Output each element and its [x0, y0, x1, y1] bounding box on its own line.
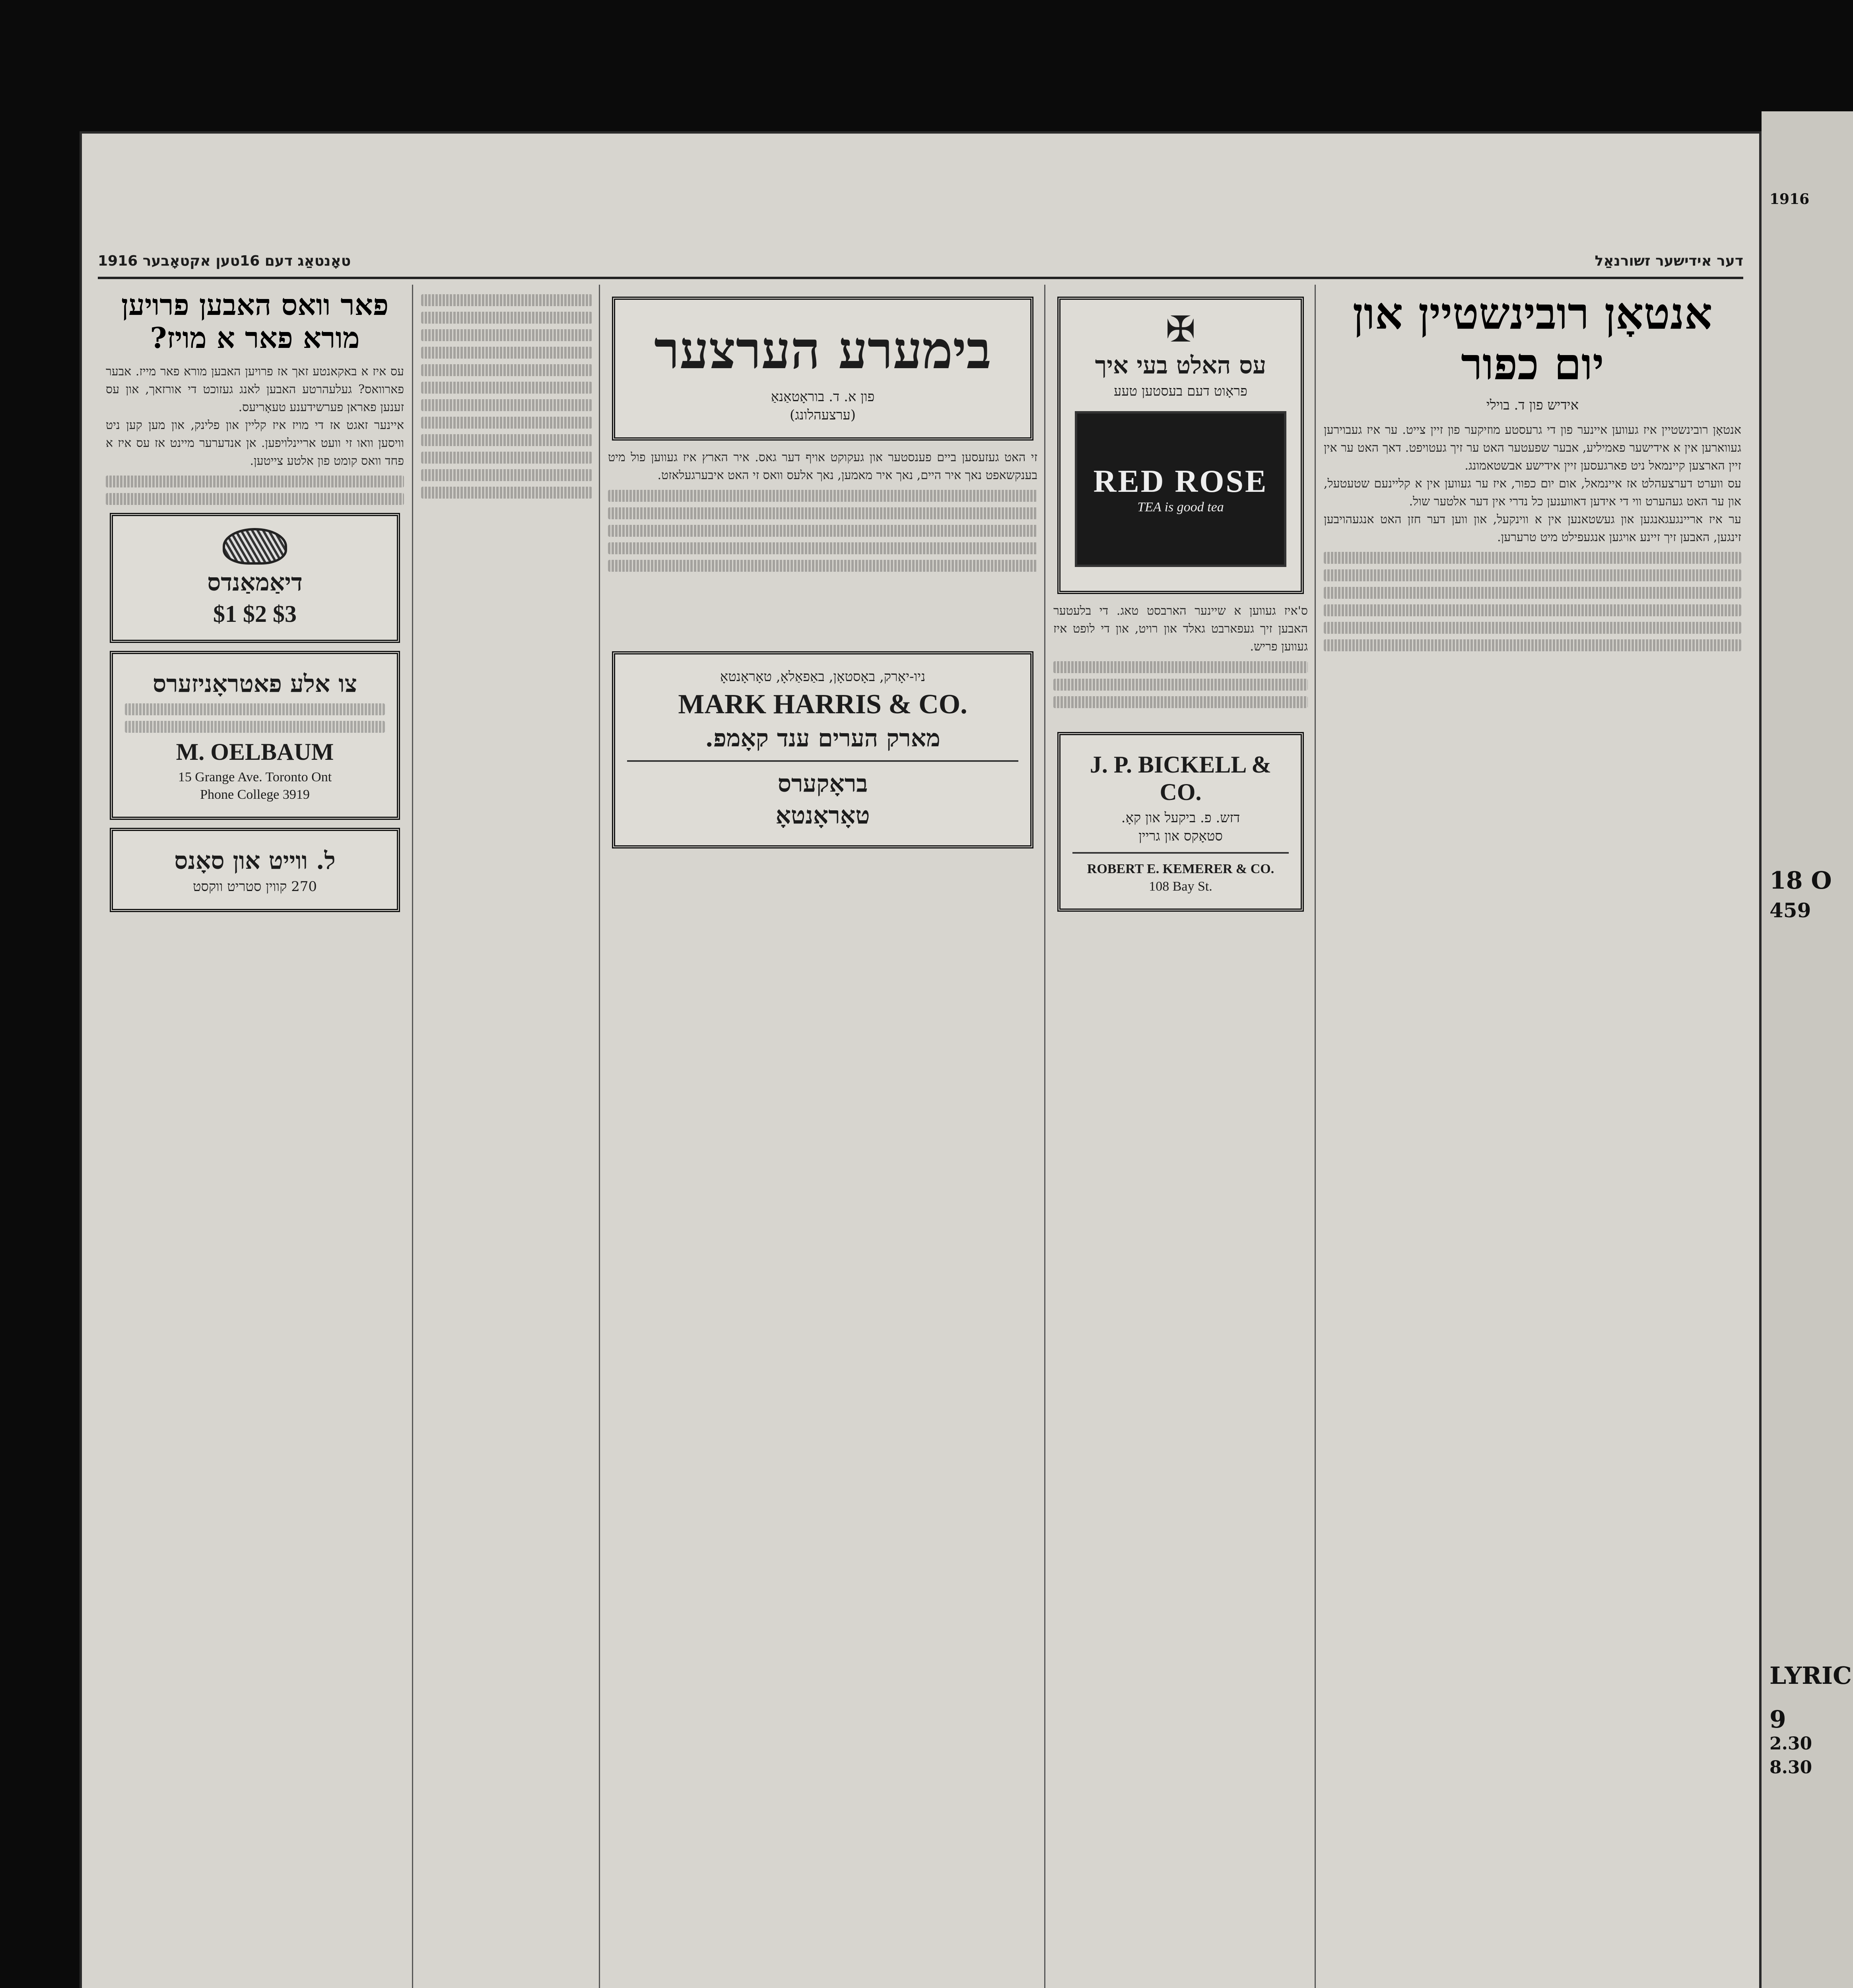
oelbaum-address: 15 Grange Ave. Toronto Ont [178, 769, 332, 784]
star-icon: ✠ [1165, 309, 1196, 350]
text-lines [106, 493, 404, 505]
strip-year: 1916 [1769, 191, 1810, 208]
text-lines [608, 490, 1037, 502]
text-lines [1053, 661, 1308, 673]
column-rubinstein [1315, 285, 1749, 1988]
masthead-date: 1916 טאָנטאַג דעם 16טען אקטאָבער [98, 253, 351, 269]
text-lines [1324, 639, 1741, 651]
column-ads [1044, 285, 1316, 1988]
article-headline: אנטאָן רובינשטיין און יום כפור [1352, 288, 1713, 390]
bickell-ad [1057, 732, 1304, 912]
text-lines [421, 329, 592, 341]
text-lines [608, 525, 1037, 537]
text-lines [421, 382, 592, 394]
text-lines [1053, 696, 1308, 708]
column-text [412, 285, 600, 1988]
column-mice [98, 285, 412, 1988]
story-subtitle: (ערצעהלונג) [790, 407, 856, 423]
strip-number: 459 [1769, 899, 1811, 922]
oelbaum-name: M. OELBAUM [176, 738, 334, 765]
column-story [599, 285, 1045, 1988]
text-lines [421, 399, 592, 411]
mark-harris-ad [612, 651, 1033, 848]
diamond-price: $1 $2 $3 [213, 600, 297, 627]
text-lines [608, 507, 1037, 519]
text-lines [125, 703, 385, 715]
text-lines [421, 434, 592, 446]
text-lines [421, 417, 592, 429]
bickell-subtitle: דזש. פ. ביקעל און קאָ. [1121, 810, 1240, 826]
strip-time-2: 8.30 [1769, 1757, 1812, 1778]
tea-brand: RED ROSE [1093, 464, 1268, 499]
bickell-title: J. P. BICKELL & CO. [1090, 751, 1272, 805]
white-sons-address: 270 קווין סטריט ווקסט [192, 878, 317, 895]
text-lines [421, 347, 592, 359]
story-headline: בימערע הערצער [654, 320, 991, 381]
harris-title: MARK HARRIS & CO. [678, 689, 967, 720]
strip-time-1: 2.30 [1769, 1734, 1812, 1754]
divider [1072, 852, 1289, 854]
text-lines [1324, 604, 1741, 616]
text-lines [608, 542, 1037, 554]
masthead-title: דער אידישער זשורנאַל [1595, 253, 1743, 269]
adjacent-page-strip [1762, 111, 1853, 1988]
text-lines [421, 312, 592, 324]
oelbaum-section-title: צו אלע פאטראָניזערס [152, 670, 357, 698]
article-body: איינער זאגט אז די מויז איז קליין און פלינק, און מען קען ניט וויסען וואו זי וועט אריינלויפען. אן אנדערער מיינט אז עס איז א פחד וואס קומט פון אלטע צייטען. [102, 418, 404, 468]
kemerer-name: ROBERT E. KEMERER & CO. [1087, 862, 1274, 876]
kemerer-address: 108 Bay St. [1149, 879, 1212, 894]
ad-title: עס האלט בעי איך [1095, 351, 1266, 379]
strip-lyric: LYRIC [1769, 1662, 1852, 1690]
article-body: ער איז אריינגעגאנגען און געשטאנען אין א ווינקעל, און ווען דער חזן האט אנגעהויבען זינגען, האבען זיך זיינע אויגען אנגעפילט מיט טרערען. [1320, 513, 1742, 544]
harris-city: טאָראָנטאָ [775, 802, 870, 829]
article-byline: אידיש פון ד. בוילי [1486, 397, 1579, 413]
text-lines [1324, 569, 1741, 581]
white-sons-title: ל. ווייט און סאָנס [174, 846, 336, 875]
article-body: אנטאָן רובינשטיין איז געווען איינער פון די גרעסטע מוזיקער פון זיין צייט. ער איז געבוירען געווארען אין א אידישער פאמיליע, אבער שפעטער האט ער זיך געטויפט. דאך האט ער אין זיין הארצען קיינמאל ניט פארגעסען זיין אידישע אבשטאמונג. [1320, 423, 1741, 473]
story-byline: פון א. ד. בוראָטאַנאַ [771, 389, 875, 405]
ring-icon [223, 528, 287, 565]
harris-role: בראָקערס [777, 770, 868, 798]
article-body: עס איז א באקאנטע זאך אז פרויען האבען מורא פאר מייז. אבער פארוואס? געלעהרטע האבען לאנג געזוכט די אורזאך, און עס זענען פאראן פערשידענע טעאָריעס. [102, 364, 404, 414]
diamond-ad [110, 513, 400, 643]
text-lines [106, 476, 404, 487]
divider [627, 760, 1018, 762]
text-lines [421, 294, 592, 306]
oelbaum-phone: Phone College 3919 [200, 787, 310, 802]
text-lines [125, 721, 385, 733]
newspaper-page [80, 131, 1762, 1988]
oelbaum-ad [110, 651, 400, 820]
story-title-box [612, 297, 1033, 441]
article-headline: פאר וואס האבען פרויען מורא פאר א מויז? [121, 288, 389, 355]
text-lines [1324, 587, 1741, 599]
text-lines [1324, 552, 1741, 564]
text-lines [421, 487, 592, 499]
text-lines [1053, 679, 1308, 691]
text-lines [608, 560, 1037, 572]
diamond-title: דיאַמאַנדס [207, 568, 303, 596]
masthead [98, 253, 1743, 279]
article-body: עס ווערט דערצעהלט אז איינמאל, אום יום כפור, איז ער געווען אין א קליינעם שטעטעל, און ער האט געהערט ווי די אידען דאווענען כל נדרי אין דער אלטער שול. [1320, 477, 1741, 509]
tea-tagline: TEA is good tea [1137, 499, 1224, 514]
strip-number-2: 9 [1769, 1706, 1786, 1734]
bickell-line: סטאָקס און גריין [1138, 828, 1223, 844]
tea-package-image [1075, 411, 1286, 567]
text-lines [1324, 622, 1741, 634]
white-sons-ad [110, 828, 400, 912]
harris-yiddish: מארק הערים ענד קאָמפ. [705, 724, 940, 752]
strip-date: 18 O [1769, 867, 1832, 895]
ad-text: פראָוט דעם בעסטען טעע [1114, 383, 1247, 399]
text-lines [421, 364, 592, 376]
article-body: ס'איז געווען א שיינער הארבסט טאג. די בלעטער האבען זיך געפארבט גאלד און רויט, און די לופט איז געווען פריש. [1049, 604, 1308, 654]
story-body: זי האט געזעסען ביים פענסטער און געקוקט אויף דער גאס. איר הארץ איז געווען פול מיט בענקשאפט נאך איר היים, נאך איר מאמען, נאך אלעס וואס זי האט איבערגעלאזט. [604, 450, 1037, 482]
harris-cities: ניו-יאָרק, באָסטאָן, באַפאַלאָ, טאָראָנטאָ [720, 669, 926, 685]
red-rose-ad [1057, 297, 1304, 594]
text-lines [421, 469, 592, 481]
text-lines [421, 452, 592, 464]
